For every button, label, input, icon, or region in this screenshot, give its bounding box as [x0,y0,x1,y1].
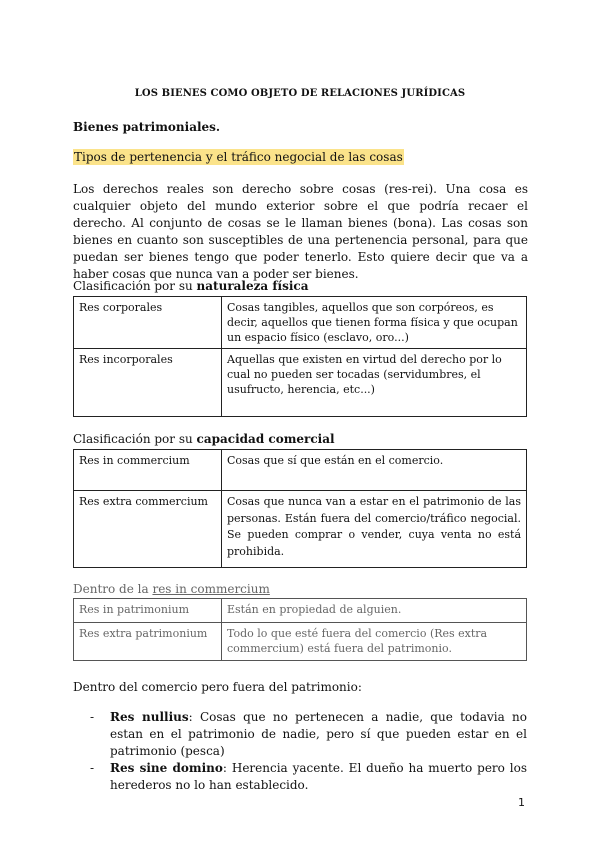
table-cell-definition: Están en propiedad de alguien. [222,599,527,623]
caption-underlined: res in commercium [152,582,270,596]
list-dash-marker: - [90,761,95,775]
caption-bold: capacidad comercial [196,432,335,446]
caption-prefix: Clasificación por su [73,279,197,293]
table-cell-term: Res incorporales [74,349,222,417]
commercial-classification-table [73,449,527,568]
intro-paragraph: Los derechos reales son derecho sobre cosas (res-rei). Una cosa es cualquier objeto del mundo exterior sobre el que podría recaer el derecho. Al conjunto de cosas se le llaman bienes (bona). Las cosas son bienes en cuanto son susceptibles de una pertenencia personal, para que puedan ser bienes tengo que poder tenerlo. Esto quiere decir que va a haber cosas que nunca van a poder ser bienes. [73,182,528,281]
table-cell-term: Res in patrimonium [74,599,222,623]
table-row [74,623,527,661]
document-title: LOS BIENES COMO OBJETO DE RELACIONES JURÍDICAS [134,88,466,99]
list-item-term: Res sine domino [110,761,223,775]
list-item-text: : Cosas que no pertenecen a nadie, que todavia no estan en el patrimonio de nadie, pero sí que pueden estar en el patrimonio (pesca) [110,710,527,758]
page-number: 1 [518,796,525,809]
table-cell-definition: Todo lo que esté fuera del comercio (Res extra commercium) está fuera del patrimonio. [222,623,527,661]
list-item [90,760,527,794]
list-intro: Dentro del comercio pero fuera del patrimonio: [73,680,362,694]
section-heading: Bienes patrimoniales. [73,120,221,134]
table-cell-definition: Cosas tangibles, aquellos que son corpóreos, es decir, aquellos que tienen forma física y que ocupan un espacio físico (esclavo, oro...) [222,297,527,349]
caption-in-commercium [73,582,270,596]
table-row [74,599,527,623]
highlighted-subheading-text: Tipos de pertenencia y el tráfico negocial de las cosas [74,150,403,164]
caption-prefix: Dentro de la [73,582,153,596]
table-cell-term: Res extra patrimonium [74,623,222,661]
table-cell-definition: Cosas que sí que están en el comercio. [222,450,527,491]
caption-natural-classification [73,279,309,293]
table-cell-term: Res corporales [74,297,222,349]
bullet-list [90,709,527,794]
list-item-text: : Herencia yacente. El dueño ha muerto pero los herederos no lo han establecido. [110,761,528,792]
in-commercium-table [73,598,527,661]
list-item-term: Res nullius [110,710,189,724]
table-cell-term: Res extra commercium [74,491,222,568]
caption-commercial-classification [73,432,335,446]
natural-classification-table [73,296,527,417]
table-cell-term: Res in commercium [74,450,222,491]
caption-prefix: Clasificación por su [73,432,197,446]
table-cell-definition: Aquellas que existen en virtud del derecho por lo cual no pueden ser tocadas (servidumbres, el usufructo, herencia, etc...) [222,349,527,417]
list-item [90,709,527,760]
table-row [74,349,527,417]
highlighted-subheading [73,150,404,164]
caption-bold: naturaleza física [196,279,309,293]
list-dash-marker: - [90,710,95,724]
table-row [74,491,527,568]
table-row [74,450,527,491]
table-cell-definition: Cosas que nunca van a estar en el patrimonio de las personas. Están fuera del comercio/tráfico negocial. Se pueden comprar o vender, cuya venta no está prohibida. [222,491,527,568]
table-row [74,297,527,349]
